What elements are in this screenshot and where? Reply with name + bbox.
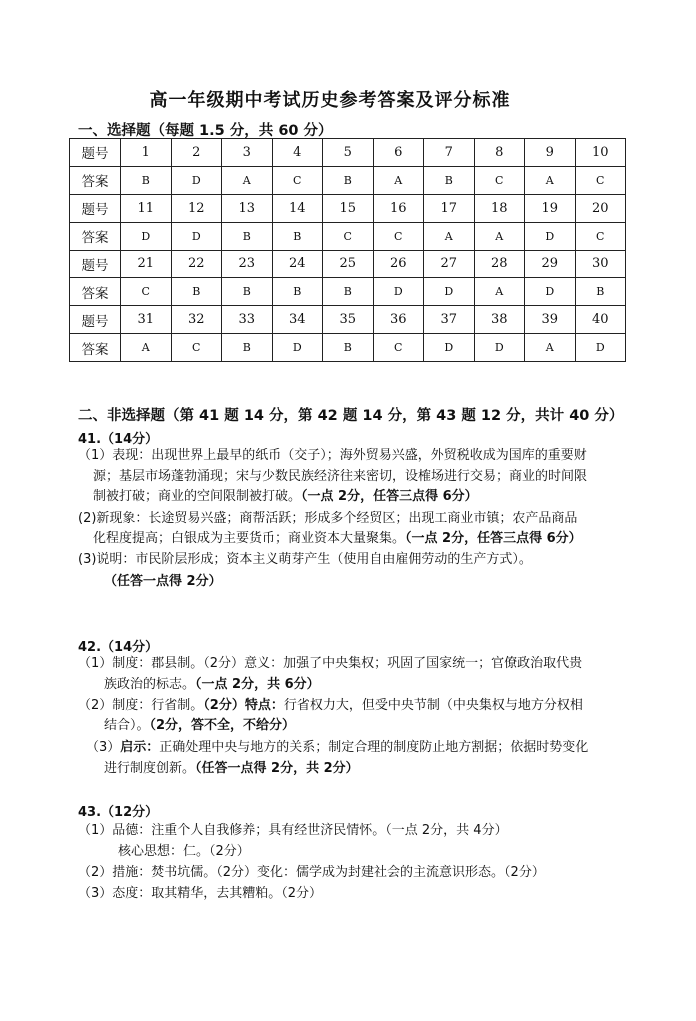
answer-cell: C — [575, 166, 626, 194]
question-number-cell: 3 — [222, 139, 273, 167]
q42-part1-score-b: （一点 2分，共 6分） — [195, 677, 320, 692]
q42-part3-line2 — [104, 760, 359, 778]
q42-part1-line1 — [78, 655, 582, 673]
row-label-number: 题号 — [70, 306, 121, 334]
page-title: 高一年级期中考试历史参考答案及评分标准 — [149, 90, 511, 111]
answer-cell: D — [424, 334, 475, 362]
section2-heading: 二、非选择题（第 41 题 14 分，第 42 题 14 分，第 43 题 12 分，共计 40 分） — [78, 408, 624, 424]
q42-part3-line1 — [86, 739, 588, 757]
question-number-cell: 10 — [575, 139, 626, 167]
q41-part3-score: （任答一点得 2分） — [104, 574, 222, 589]
q41-part2-line2-text: 化程度提高；白银成为主要货币；商业资本大量聚集。 — [93, 531, 406, 546]
answer-cell: A — [525, 166, 576, 194]
answer-cell: C — [474, 166, 525, 194]
q42-part3-line2-text: 进行制度创新。 — [104, 761, 196, 776]
q41-part1-line2: 源；基层市场蓬勃涌现；宋与少数民族经济往来密切，设榷场进行交易；商业的时间限 — [93, 469, 588, 484]
question-number-cell: 28 — [474, 250, 525, 278]
question-number-cell: 12 — [171, 194, 222, 222]
q42-part2-line2 — [104, 717, 295, 735]
answer-cell: A — [474, 222, 525, 250]
question-number-cell: 36 — [373, 306, 424, 334]
answer-cell: B — [121, 166, 172, 194]
answer-cell: C — [171, 334, 222, 362]
q42-part1-line2-text: 族政治的标志。 — [104, 677, 196, 692]
answer-cell: C — [575, 222, 626, 250]
question-number-cell: 40 — [575, 306, 626, 334]
question-number-cell: 18 — [474, 194, 525, 222]
table-row-answers — [70, 278, 626, 306]
question-number-cell: 21 — [121, 250, 172, 278]
question-number-cell: 32 — [171, 306, 222, 334]
answer-cell: B — [424, 166, 475, 194]
question-number-cell: 8 — [474, 139, 525, 167]
q42-part2-score-a: （2分）特点： — [203, 698, 284, 713]
q41-part3-line1: (3)说明：市民阶层形成；资本主义萌芽产生（使用自由雇佣劳动的生产方式）。 — [78, 552, 532, 567]
question-number-cell: 5 — [323, 139, 374, 167]
answer-cell: C — [121, 278, 172, 306]
answer-cell: C — [373, 334, 424, 362]
row-label-answer: 答案 — [70, 278, 121, 306]
question-number-cell: 25 — [323, 250, 374, 278]
answer-cell: C — [373, 222, 424, 250]
question-number-cell: 7 — [424, 139, 475, 167]
answer-cell: D — [272, 334, 323, 362]
q41-part2-score: （一点 2分，任答三点得 6分） — [405, 531, 582, 546]
q43-line1: （1）品德：注重个人自我修养；具有经世济民情怀。（一点 2分，共 4分） — [78, 823, 508, 838]
q42-part2-feature: 行省权力大，但受中央节制（中央集权与地方分权相 — [283, 698, 583, 713]
question-number-cell: 34 — [272, 306, 323, 334]
q41-part1-line3-text: 制被打破；商业的空间限制被打破。 — [93, 489, 302, 504]
question-number-cell: 16 — [373, 194, 424, 222]
question-number-cell: 4 — [272, 139, 323, 167]
q42-part2-line2-text: 结合）。 — [104, 718, 150, 733]
q41-heading: 41.（14分） — [78, 432, 159, 447]
question-number-cell: 29 — [525, 250, 576, 278]
answer-cell: D — [525, 222, 576, 250]
question-number-cell: 30 — [575, 250, 626, 278]
question-number-cell: 14 — [272, 194, 323, 222]
q42-part1-system: （1）制度：郡县制。 — [78, 656, 204, 671]
question-number-cell: 13 — [222, 194, 273, 222]
answer-cell: B — [222, 278, 273, 306]
row-label-number: 题号 — [70, 139, 121, 167]
answer-cell: A — [474, 278, 525, 306]
answer-cell: A — [373, 166, 424, 194]
question-number-cell: 26 — [373, 250, 424, 278]
question-number-cell: 20 — [575, 194, 626, 222]
q41-part2-line2 — [93, 530, 582, 548]
q41-part2-line1: (2)新现象：长途贸易兴盛；商帮活跃；形成多个经贸区；出现工商业市镇；农产品商品 — [78, 511, 578, 526]
table-row-answers — [70, 166, 626, 194]
q42-part2-score-b: （2分，答不全，不给分） — [149, 718, 296, 733]
question-number-cell: 11 — [121, 194, 172, 222]
table-row-answers — [70, 334, 626, 362]
row-label-answer: 答案 — [70, 334, 121, 362]
q42-part3-label: 启示： — [120, 740, 160, 755]
answer-cell: B — [323, 334, 374, 362]
answer-cell: A — [121, 334, 172, 362]
answer-cell: C — [323, 222, 374, 250]
section1-heading: 一、选择题（每题 1.5 分，共 60 分） — [78, 123, 333, 139]
row-label-answer: 答案 — [70, 166, 121, 194]
answer-cell: D — [373, 278, 424, 306]
question-number-cell: 15 — [323, 194, 374, 222]
q42-part2-line1 — [78, 697, 583, 715]
q42-heading: 42.（14分） — [78, 640, 159, 655]
answer-cell: D — [575, 334, 626, 362]
question-number-cell: 9 — [525, 139, 576, 167]
q42-part3-number: （3） — [86, 740, 121, 755]
row-label-number: 题号 — [70, 194, 121, 222]
table-row-numbers — [70, 306, 626, 334]
q43-heading: 43.（12分） — [78, 805, 159, 820]
question-number-cell: 19 — [525, 194, 576, 222]
answer-cell: D — [171, 222, 222, 250]
answer-cell: A — [525, 334, 576, 362]
answer-cell: B — [272, 222, 323, 250]
table-row-numbers — [70, 250, 626, 278]
answer-cell: B — [575, 278, 626, 306]
answer-cell: B — [323, 278, 374, 306]
question-number-cell: 35 — [323, 306, 374, 334]
answer-cell: B — [222, 334, 273, 362]
question-number-cell: 22 — [171, 250, 222, 278]
answer-cell: D — [525, 278, 576, 306]
answer-cell: B — [222, 222, 273, 250]
q42-part1-meaning: 意义：加强了中央集权；巩固了国家统一；官僚政治取代贵 — [244, 656, 583, 671]
q43-line4: （3）态度：取其精华，去其糟粕。（2分） — [78, 886, 323, 901]
answer-cell: B — [272, 278, 323, 306]
q42-part1-score-a: （2分） — [203, 656, 245, 671]
row-label-number: 题号 — [70, 250, 121, 278]
question-number-cell: 31 — [121, 306, 172, 334]
question-number-cell: 23 — [222, 250, 273, 278]
question-number-cell: 37 — [424, 306, 475, 334]
answer-cell: B — [171, 278, 222, 306]
question-number-cell: 24 — [272, 250, 323, 278]
answer-cell: D — [171, 166, 222, 194]
question-number-cell: 39 — [525, 306, 576, 334]
q42-part3-score: （任答一点得 2分，共 2分） — [195, 761, 359, 776]
q42-part2-system: （2）制度：行省制。 — [78, 698, 204, 713]
q41-part1-score: （一点 2分，任答三点得 6分） — [301, 489, 478, 504]
question-number-cell: 27 — [424, 250, 475, 278]
question-number-cell: 17 — [424, 194, 475, 222]
answer-cell: D — [424, 278, 475, 306]
answer-table — [69, 138, 626, 362]
answer-cell: C — [272, 166, 323, 194]
q43-line3: （2）措施：焚书坑儒。（2分）变化：儒学成为封建社会的主流意识形态。（2分） — [78, 865, 545, 880]
question-number-cell: 33 — [222, 306, 273, 334]
question-number-cell: 2 — [171, 139, 222, 167]
answer-cell: A — [424, 222, 475, 250]
row-label-answer: 答案 — [70, 222, 121, 250]
question-number-cell: 1 — [121, 139, 172, 167]
answer-cell: B — [323, 166, 374, 194]
q42-part1-line2 — [104, 676, 320, 694]
question-number-cell: 38 — [474, 306, 525, 334]
table-row-numbers — [70, 139, 626, 167]
answer-cell: D — [121, 222, 172, 250]
q41-part1-line3 — [93, 488, 478, 506]
q41-part1-line1: （1）表现：出现世界上最早的纸币（交子）；海外贸易兴盛，外贸税收成为国库的重要财 — [78, 448, 587, 463]
q42-part3-text: 正确处理中央与地方的关系；制定合理的制度防止地方割据；依据时势变化 — [159, 740, 589, 755]
table-row-answers — [70, 222, 626, 250]
question-number-cell: 6 — [373, 139, 424, 167]
answer-cell: A — [222, 166, 273, 194]
q43-line2: 核心思想：仁。（2分） — [118, 844, 250, 859]
table-row-numbers — [70, 194, 626, 222]
answer-cell: D — [474, 334, 525, 362]
